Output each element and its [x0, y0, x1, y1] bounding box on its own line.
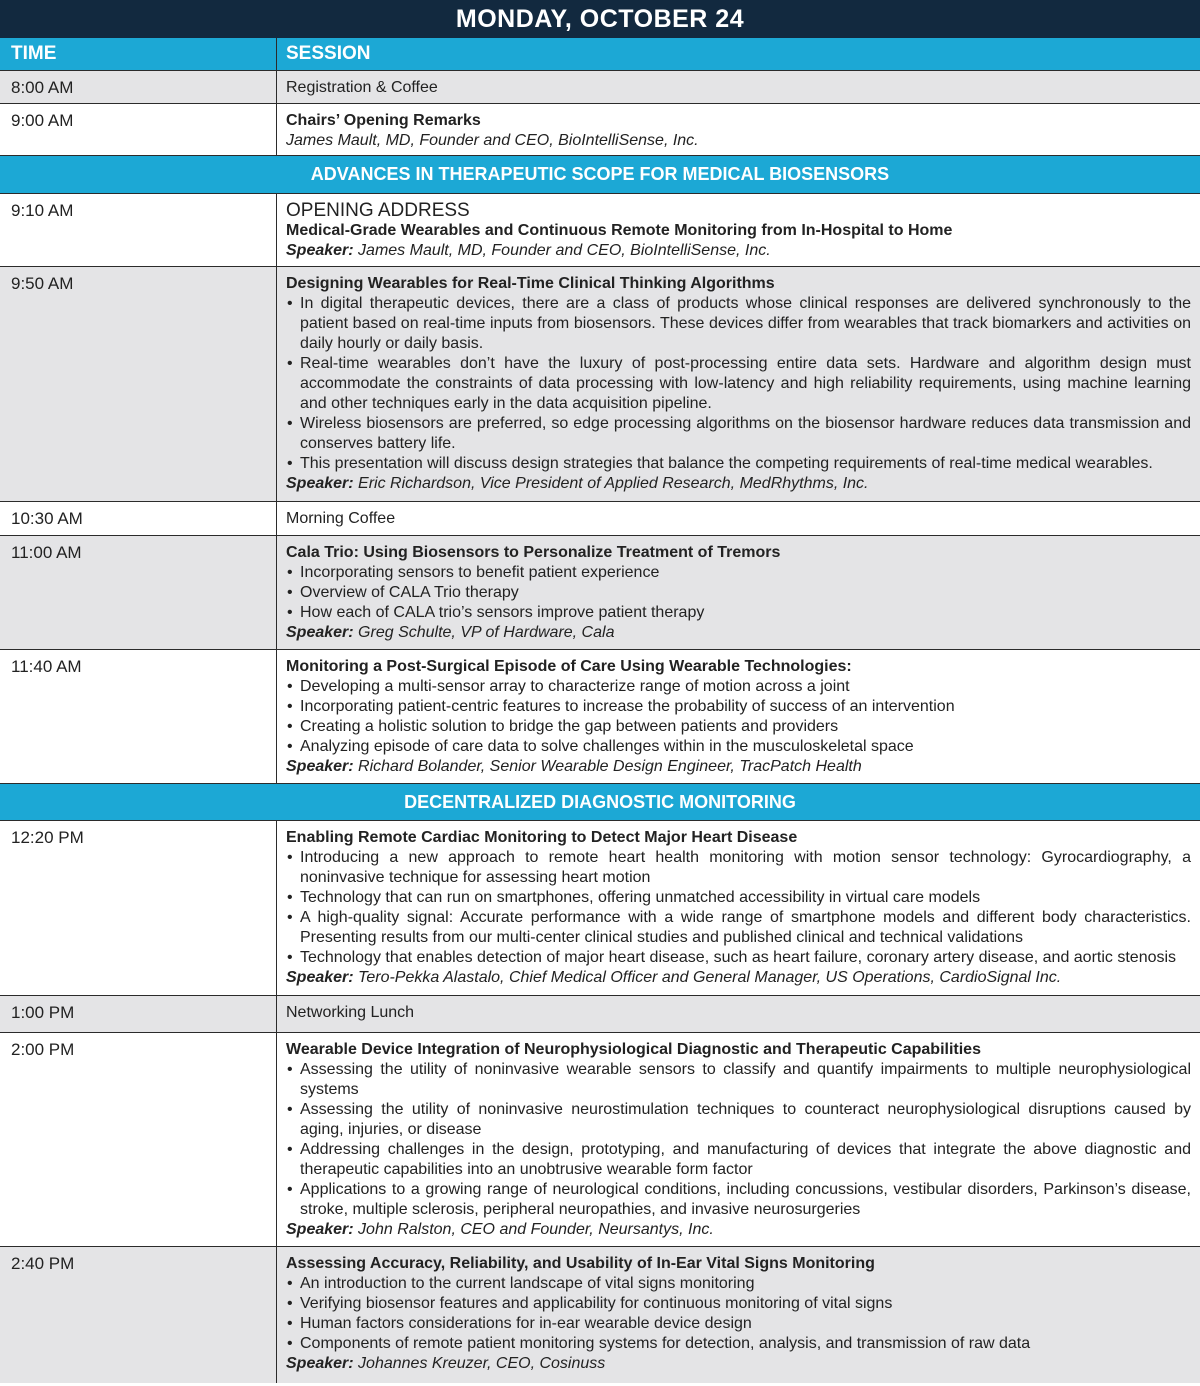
bullet-item: • Assessing the utility of noninvasive wearable sensors to classify and quantify impairments to multiple neurophysiological systems: [286, 1060, 1191, 1100]
bullet-item: • Overview of CALA Trio therapy: [286, 583, 1191, 603]
speaker-name: Johannes Kreuzer, CEO, Cosinuss: [358, 1355, 606, 1372]
bullet-item: • Developing a multi-sensor array to characterize range of motion across a joint: [286, 677, 1191, 697]
row-time: 9:00 AM: [0, 104, 277, 155]
bullet-list: [286, 294, 1191, 474]
session-speaker: [286, 474, 1191, 494]
section-bar-diagnostic: [0, 784, 1200, 821]
bullet-item: • Technology that can run on smartphones, offering unmatched accessibility in virtual care models: [286, 888, 1191, 908]
session-byline: James Mault, MD, Founder and CEO, BioIntelliSense, Inc.: [286, 132, 699, 149]
row-session: [277, 821, 1200, 995]
bullet-item: • A high-quality signal: Accurate performance with a wide range of smartphone models and different body characteristics. Presenting results from our multi-center clinical studies and published clinical and technical validations: [286, 908, 1191, 948]
time-column-header: TIME: [0, 38, 277, 70]
bullet-item: • Human factors considerations for in-ear wearable device design: [286, 1314, 1191, 1334]
speaker-name: Eric Richardson, Vice President of Applied Research, MedRhythms, Inc.: [358, 475, 869, 492]
bullet-list: [286, 848, 1191, 968]
session-speaker: [286, 241, 1191, 261]
row-session: [277, 194, 1200, 266]
session-kicker: OPENING ADDRESS: [286, 200, 470, 221]
speaker-label: Speaker:: [286, 475, 354, 492]
row-time: 2:00 PM: [0, 1033, 277, 1246]
session-title: Designing Wearables for Real-Time Clinical Thinking Algorithms: [286, 275, 775, 292]
agenda-row: [0, 821, 1200, 996]
row-time: 8:00 AM: [0, 71, 277, 103]
agenda-row: [0, 1033, 1200, 1247]
bullet-item: • Components of remote patient monitoring systems for detection, analysis, and transmission of raw data: [286, 1334, 1191, 1354]
session-text: Registration & Coffee: [286, 79, 438, 96]
row-session: [277, 996, 1200, 1032]
session-speaker: [286, 1354, 1191, 1374]
bullet-item: • Addressing challenges in the design, prototyping, and manufacturing of devices that integrate the above diagnostic and therapeutic capabilities into an unobtrusive wearable form factor: [286, 1140, 1191, 1180]
agenda-row: [0, 996, 1200, 1033]
speaker-name: Greg Schulte, VP of Hardware, Cala: [358, 624, 615, 641]
row-time: 11:00 AM: [0, 536, 277, 649]
session-speaker: [286, 757, 1191, 777]
row-time: 2:40 PM: [0, 1247, 277, 1383]
agenda-row: [0, 650, 1200, 784]
agenda-row: [0, 104, 1200, 156]
bullet-list: [286, 563, 1191, 623]
speaker-label: Speaker:: [286, 1221, 354, 1238]
bullet-item: • Real-time wearables don’t have the luxury of post-processing entire data sets. Hardware and algorithm design must accommodate the constraints of data processing with low-latency and high reliability requirements, using machine learning and other techniques early in the data acquisition pipeline.: [286, 354, 1191, 414]
session-text: Morning Coffee: [286, 510, 396, 527]
speaker-name: Tero-Pekka Alastalo, Chief Medical Officer and General Manager, US Operations, CardioSignal Inc.: [358, 969, 1062, 986]
bullet-item: • How each of CALA trio’s sensors improve patient therapy: [286, 603, 1191, 623]
session-speaker: [286, 968, 1191, 988]
row-time: 9:50 AM: [0, 267, 277, 501]
agenda-row: [0, 536, 1200, 650]
speaker-name: John Ralston, CEO and Founder, Neursantys, Inc.: [358, 1221, 714, 1238]
bullet-item: • Incorporating sensors to benefit patient experience: [286, 563, 1191, 583]
bullet-item: • This presentation will discuss design strategies that balance the competing requirements of real-time medical wearables.: [286, 454, 1191, 474]
row-session: [277, 267, 1200, 501]
bullet-item: • Technology that enables detection of major heart disease, such as heart failure, coronary artery disease, and aortic stenosis: [286, 948, 1191, 968]
row-session: [277, 502, 1200, 535]
row-session: [277, 536, 1200, 649]
column-header-row: [0, 38, 1200, 71]
agenda-row: [0, 267, 1200, 502]
session-speaker: [286, 1220, 1191, 1240]
row-session: [277, 104, 1200, 155]
bullet-list: [286, 1274, 1191, 1354]
speaker-name: James Mault, MD, Founder and CEO, BioIntelliSense, Inc.: [358, 242, 771, 259]
session-text: Networking Lunch: [286, 1004, 415, 1021]
agenda-row: [0, 71, 1200, 104]
row-session: [277, 1033, 1200, 1246]
session-title: Assessing Accuracy, Reliability, and Usability of In-Ear Vital Signs Monitoring: [286, 1255, 875, 1272]
agenda-row: [0, 502, 1200, 536]
session-title: Medical-Grade Wearables and Continuous Remote Monitoring from In-Hospital to Home: [286, 222, 953, 239]
row-time: 9:10 AM: [0, 194, 277, 266]
section-bar-therapeutic: [0, 156, 1200, 194]
row-time: 11:40 AM: [0, 650, 277, 783]
session-title: Chairs’ Opening Remarks: [286, 112, 481, 129]
row-time: 10:30 AM: [0, 502, 277, 535]
bullet-item: • Applications to a growing range of neurological conditions, including concussions, vestibular disorders, Parkinson’s disease, stroke, multiple sclerosis, peripheral neuropathies, and invasive neurosurgeries: [286, 1180, 1191, 1220]
row-session: [277, 650, 1200, 783]
session-column-header: SESSION: [286, 43, 371, 64]
bullet-item: • Creating a holistic solution to bridge the gap between patients and providers: [286, 717, 1191, 737]
row-time: 12:20 PM: [0, 821, 277, 995]
bullet-item: • In digital therapeutic devices, there are a class of products whose clinical responses are delivered synchronously to the patient based on real-time inputs from biosensors. These devices differ from wearables that track biomarkers and activities on daily hourly or daily basis.: [286, 294, 1191, 354]
speaker-label: Speaker:: [286, 758, 354, 775]
bullet-item: • Introducing a new approach to remote heart health monitoring with motion sensor technology: Gyrocardiography, a noninvasive technique for assessing heart motion: [286, 848, 1191, 888]
session-title: Enabling Remote Cardiac Monitoring to Detect Major Heart Disease: [286, 829, 798, 846]
day-header: [0, 0, 1200, 38]
speaker-label: Speaker:: [286, 1355, 354, 1372]
bullet-list: [286, 677, 1191, 757]
bullet-item: • Assessing the utility of noninvasive neurostimulation techniques to counteract neurophysiological disruptions caused by aging, injuries, or disease: [286, 1100, 1191, 1140]
bullet-item: • Analyzing episode of care data to solve challenges within in the musculoskeletal space: [286, 737, 1191, 757]
session-title: Wearable Device Integration of Neurophysiological Diagnostic and Therapeutic Capabilities: [286, 1041, 981, 1058]
speaker-label: Speaker:: [286, 624, 354, 641]
bullet-list: [286, 1060, 1191, 1220]
bullet-item: • Verifying biosensor features and applicability for continuous monitoring of vital signs: [286, 1294, 1191, 1314]
agenda-row: [0, 1247, 1200, 1383]
session-title: Monitoring a Post-Surgical Episode of Care Using Wearable Technologies:: [286, 658, 852, 675]
speaker-label: Speaker:: [286, 242, 354, 259]
row-session: [277, 1247, 1200, 1383]
agenda-row: [0, 194, 1200, 267]
session-speaker: [286, 623, 1191, 643]
section-title: ADVANCES IN THERAPEUTIC SCOPE FOR MEDICAL BIOSENSORS: [310, 164, 890, 184]
speaker-label: Speaker:: [286, 969, 354, 986]
bullet-item: • An introduction to the current landscape of vital signs monitoring: [286, 1274, 1191, 1294]
bullet-item: • Incorporating patient-centric features to increase the probability of success of an intervention: [286, 697, 1191, 717]
speaker-name: Richard Bolander, Senior Wearable Design Engineer, TracPatch Health: [358, 758, 862, 775]
section-title: DECENTRALIZED DIAGNOSTIC MONITORING: [404, 791, 796, 812]
row-session: [277, 71, 1200, 103]
day-title: MONDAY, OCTOBER 24: [455, 4, 745, 33]
session-title: Cala Trio: Using Biosensors to Personalize Treatment of Tremors: [286, 544, 781, 561]
bullet-item: • Wireless biosensors are preferred, so edge processing algorithms on the biosensor hardware reduces data transmission and conserves battery life.: [286, 414, 1191, 454]
row-time: 1:00 PM: [0, 996, 277, 1032]
